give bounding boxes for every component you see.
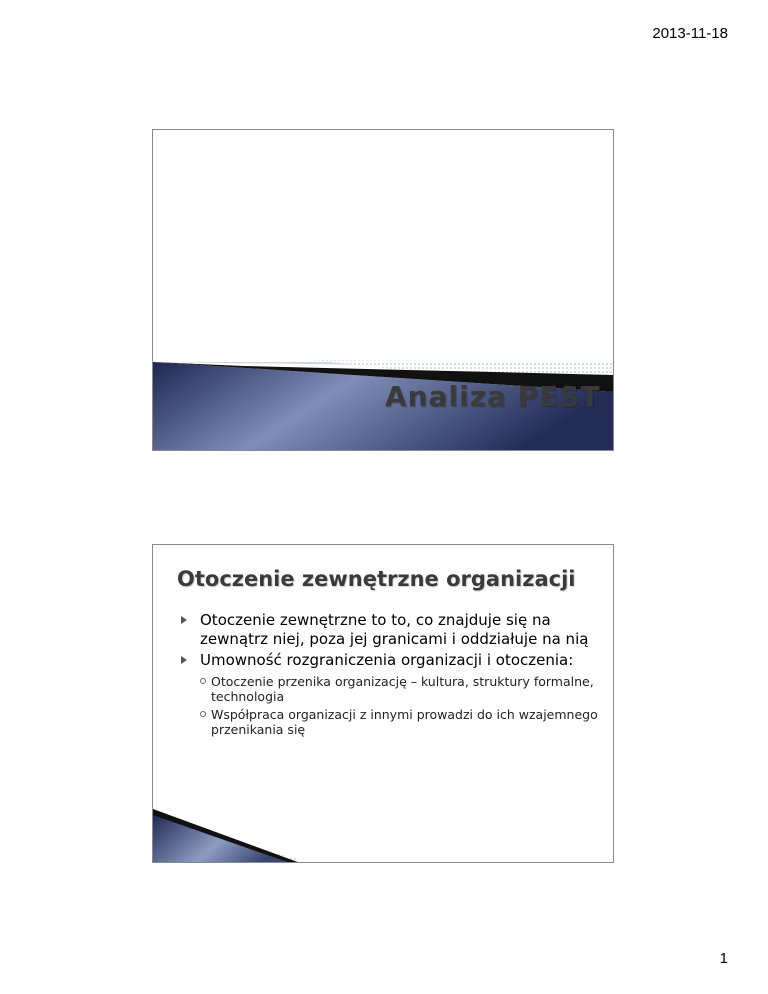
sub-bullet-list <box>200 674 605 737</box>
sub-bullet-text: Współpraca organizacji z innymi prowadzi do ich wzajemnego przenikania się <box>211 707 598 737</box>
slide-thumbnail-1[interactable] <box>152 129 614 451</box>
slide-thumbnail-2[interactable] <box>152 544 614 863</box>
bullet-item <box>185 651 605 737</box>
sub-bullet-item <box>200 674 605 704</box>
header-date: 2013-11-18 <box>652 25 728 42</box>
sub-bullet-circle-icon <box>200 711 206 717</box>
page-number: 1 <box>719 950 728 967</box>
bullet-item <box>185 611 605 649</box>
slide-title: Analiza PEST <box>385 380 601 413</box>
bullet-arrow-icon <box>181 656 187 664</box>
bullet-arrow-icon <box>181 616 187 624</box>
slide-title: Otoczenie zewnętrzne organizacji <box>177 567 576 591</box>
bullet-text: Umowność rozgraniczenia organizacji i otoczenia: <box>200 651 574 669</box>
sub-bullet-text: Otoczenie przenika organizację – kultura, struktury formalne, technologia <box>211 674 594 704</box>
bullet-list <box>185 611 605 740</box>
sub-bullet-item <box>200 707 605 737</box>
sub-bullet-circle-icon <box>200 678 206 684</box>
bullet-text: Otoczenie zewnętrzne to to, co znajduje się na zewnątrz niej, poza jej granicami i oddziałuje na nią <box>200 611 589 648</box>
